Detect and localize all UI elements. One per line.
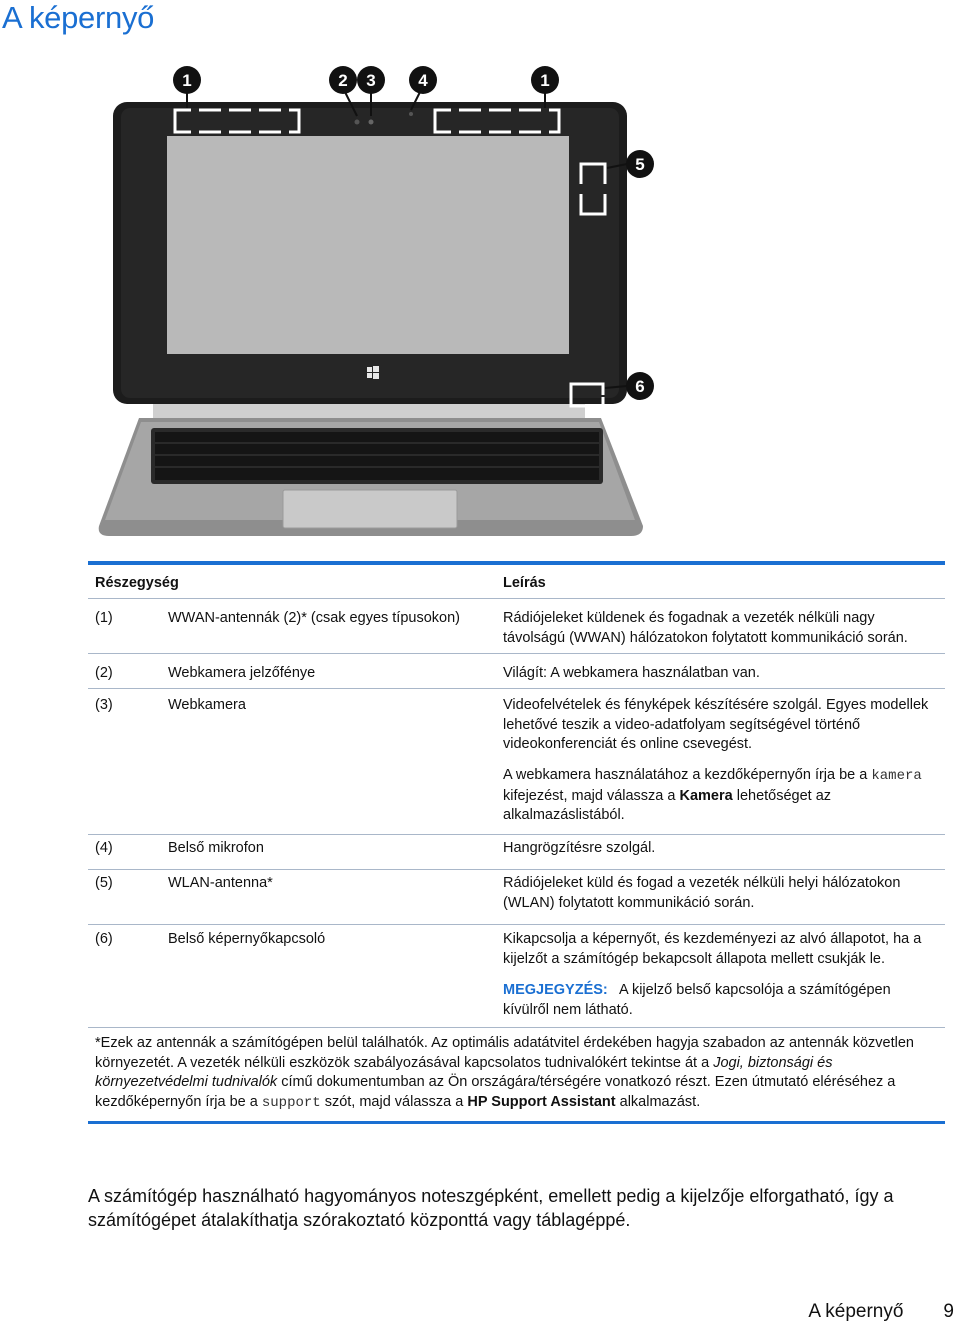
hp-support-assistant-name: HP Support Assistant (467, 1093, 616, 1110)
row-description: Hangrögzítésre szolgál. (503, 840, 656, 856)
callout-3 (357, 66, 385, 94)
callout-1-left (173, 66, 201, 94)
note-text: A kijelző belső kapcsolója a számítógépen kívülről nem látható. (503, 982, 891, 1018)
row-number: (4) (95, 840, 113, 856)
row-description: Rádiójeleket küldenek és fogadnak a vezeték nélküli nagy távolságú (WWAN) hálózatokon folytatott kommunikáció során. (503, 610, 908, 646)
svg-text:4: 4 (418, 71, 428, 90)
row-component: Belső mikrofon (168, 840, 264, 856)
row-number: (6) (95, 931, 113, 947)
table-bottom-rule (88, 1121, 945, 1124)
header-component: Részegység (95, 575, 179, 591)
kamera-code: kamera (871, 768, 922, 784)
table-row (88, 599, 945, 653)
laptop-illustration (95, 60, 685, 540)
row-number: (3) (95, 697, 113, 713)
row-component: WLAN-antenna* (168, 875, 273, 891)
footer-section-title: A képernyő (808, 1301, 904, 1322)
table-row (88, 835, 945, 869)
note-block (503, 981, 933, 1020)
page-number: 9 (943, 1301, 954, 1322)
callout-6 (626, 372, 654, 400)
callout-4 (409, 66, 437, 94)
support-code: support (261, 1094, 321, 1111)
header-description: Leírás (503, 575, 546, 591)
row-description: Világít: A webkamera használatban van. (503, 665, 760, 681)
table-row (88, 870, 945, 924)
row-component: WWAN-antennák (2)* (csak egyes típusokon) (168, 610, 460, 626)
svg-text:1: 1 (182, 71, 192, 90)
table-header-row (88, 565, 945, 598)
svg-text:6: 6 (635, 377, 645, 396)
svg-text:5: 5 (635, 155, 645, 174)
row-number: (2) (95, 665, 113, 681)
svg-text:1: 1 (540, 71, 550, 90)
row-component: Webkamera jelzőfénye (168, 665, 316, 681)
callout-5 (626, 150, 654, 178)
callout-1-right (531, 66, 559, 94)
components-table (88, 561, 945, 1124)
svg-text:3: 3 (366, 71, 376, 90)
laptop-display-figure (95, 60, 685, 540)
svg-text:2: 2 (338, 71, 348, 90)
row-description: Kikapcsolja a képernyőt, és kezdeményezi az alvó állapotot, ha a kijelzőt a számítógép bekapcsolt állapota mellett csukják le. (503, 931, 922, 967)
note-label: MEGJEGYZÉS: (503, 982, 608, 998)
row-component: Webkamera (168, 697, 246, 713)
body-paragraph: A számítógép használható hagyományos noteszgépként, emellett pedig a kijelzője elforgatható, így a számítógépet átalakíthatja szórakoztató központtá vagy táblagéppé. (88, 1186, 894, 1230)
table-footnote: *Ezek az antennák a számítógépen belül találhatók. Az optimális adatátvitel érdekében hagyja szabadon az antennák közvetlen környezetét. A vezeték nélküli eszközök szabályozásával kapcsolatos tudnivalókért tekintse át a Jogi, biztonsági és környezetvédelmi tudnivalók című dokumentumban az Ön országára/térségére vonatkozó részt. Ezen útmutató eléréséhez a kezdőképernyőn írja be a support szót, majd válassza a HP Support Assistant alkalmazást. (95, 1035, 914, 1111)
table-row (88, 654, 945, 688)
callout-2 (329, 66, 357, 94)
webcam-usage-note: A webkamera használatához a kezdőképernyőn írja be a kamera kifejezést, majd válassza a Kamera lehetőséget az alkalmazáslistából. (503, 767, 922, 823)
kamera-app-name: Kamera (679, 787, 733, 804)
row-component: Belső képernyőkapcsoló (168, 931, 326, 947)
table-row (88, 925, 945, 1027)
page-footer (808, 1301, 954, 1323)
page-title: A képernyő (2, 0, 155, 35)
row-description: Rádiójeleket küld és fogad a vezeték nélküli helyi hálózatokon (WLAN) folytatott kommunikáció során. (503, 875, 901, 911)
row-description: Videofelvételek és fényképek készítésére szolgál. Egyes modellek lehetővé teszik a video-adatfolyam segítségével történő videokonferenciát és online csevegést. (503, 697, 929, 752)
table-row (88, 689, 945, 834)
row-number: (1) (95, 610, 113, 626)
row-number: (5) (95, 875, 113, 891)
legal-doc-title: Jogi, biztonsági és környezetvédelmi tudnivalók (95, 1054, 833, 1090)
